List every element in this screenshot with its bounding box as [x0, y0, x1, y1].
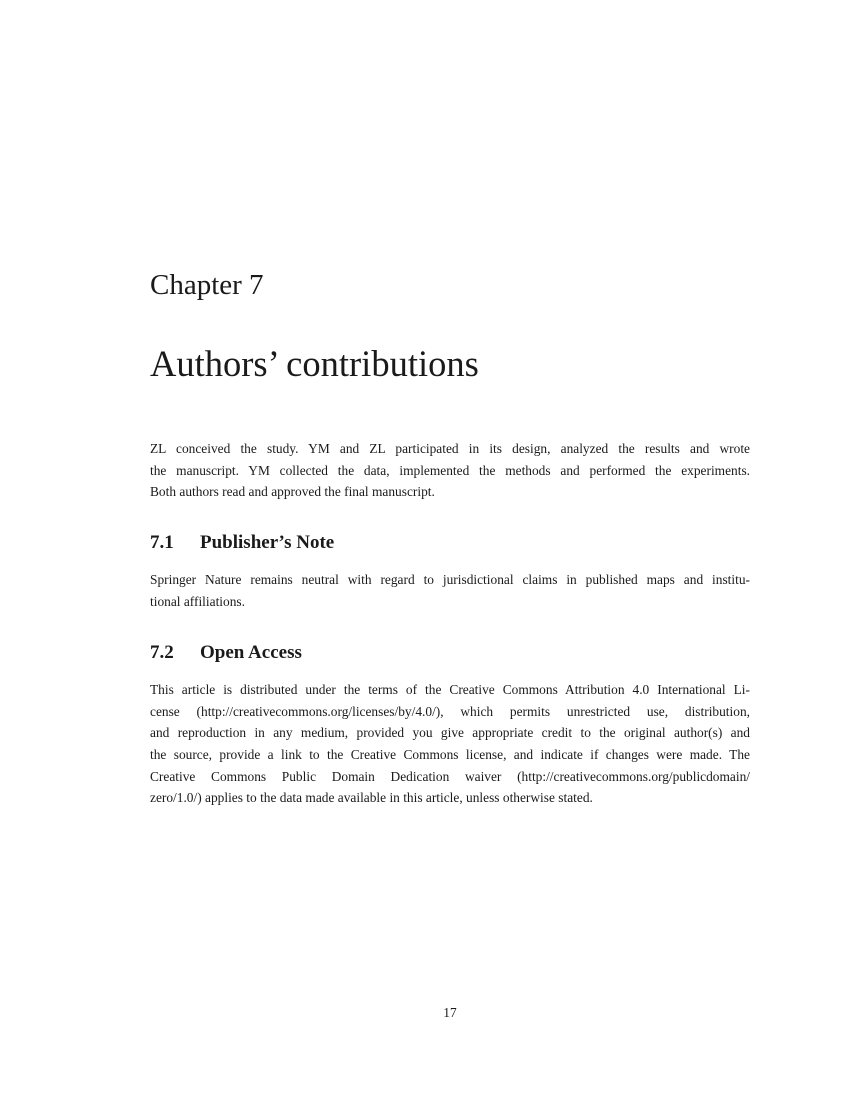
chapter-title: Authors’ contributions: [150, 343, 479, 384]
section-title: Open Access: [200, 642, 302, 663]
section-title: Publisher’s Note: [200, 532, 335, 553]
section-heading-publishers-note: [150, 531, 334, 555]
paragraph-line: Both authors read and approved the final manuscript.: [150, 484, 435, 500]
paragraph-line: ZL conceived the study. YM and ZL participated in its design, analyzed the results and wrote: [150, 441, 750, 456]
paragraph-line: tional affiliations.: [150, 593, 245, 609]
chapter-label: Chapter 7: [150, 269, 264, 301]
paragraph-line: Springer Nature remains neutral with regard to jurisdictional claims in published maps and institu-: [150, 572, 750, 587]
section-heading-open-access: [150, 641, 302, 665]
paragraph-line: This article is distributed under the terms of the Creative Commons Attribution 4.0 International Li-: [150, 682, 750, 697]
publishers-note-paragraph: [150, 569, 750, 612]
paragraph-line: zero/1.0/) applies to the data made available in this article, unless otherwise stated.: [150, 790, 593, 806]
paragraph-line: Creative Commons Public Domain Dedication waiver (http://creativecommons.org/publicdomain/: [150, 768, 750, 784]
page-number: 17: [443, 1005, 457, 1020]
section-number: 7.1: [150, 532, 174, 553]
paragraph-line: the manuscript. YM collected the data, implemented the methods and performed the experiments.: [150, 462, 750, 478]
open-access-paragraph: [150, 679, 750, 809]
contributions-paragraph: [150, 438, 750, 503]
paragraph-line: and reproduction in any medium, provided you give appropriate credit to the original author(s) and: [150, 725, 750, 741]
section-number: 7.2: [150, 642, 174, 663]
paragraph-line: cense (http://creativecommons.org/licenses/by/4.0/), which permits unrestricted use, distribution,: [150, 703, 750, 719]
paragraph-line: the source, provide a link to the Creative Commons license, and indicate if changes were made. The: [150, 747, 750, 763]
